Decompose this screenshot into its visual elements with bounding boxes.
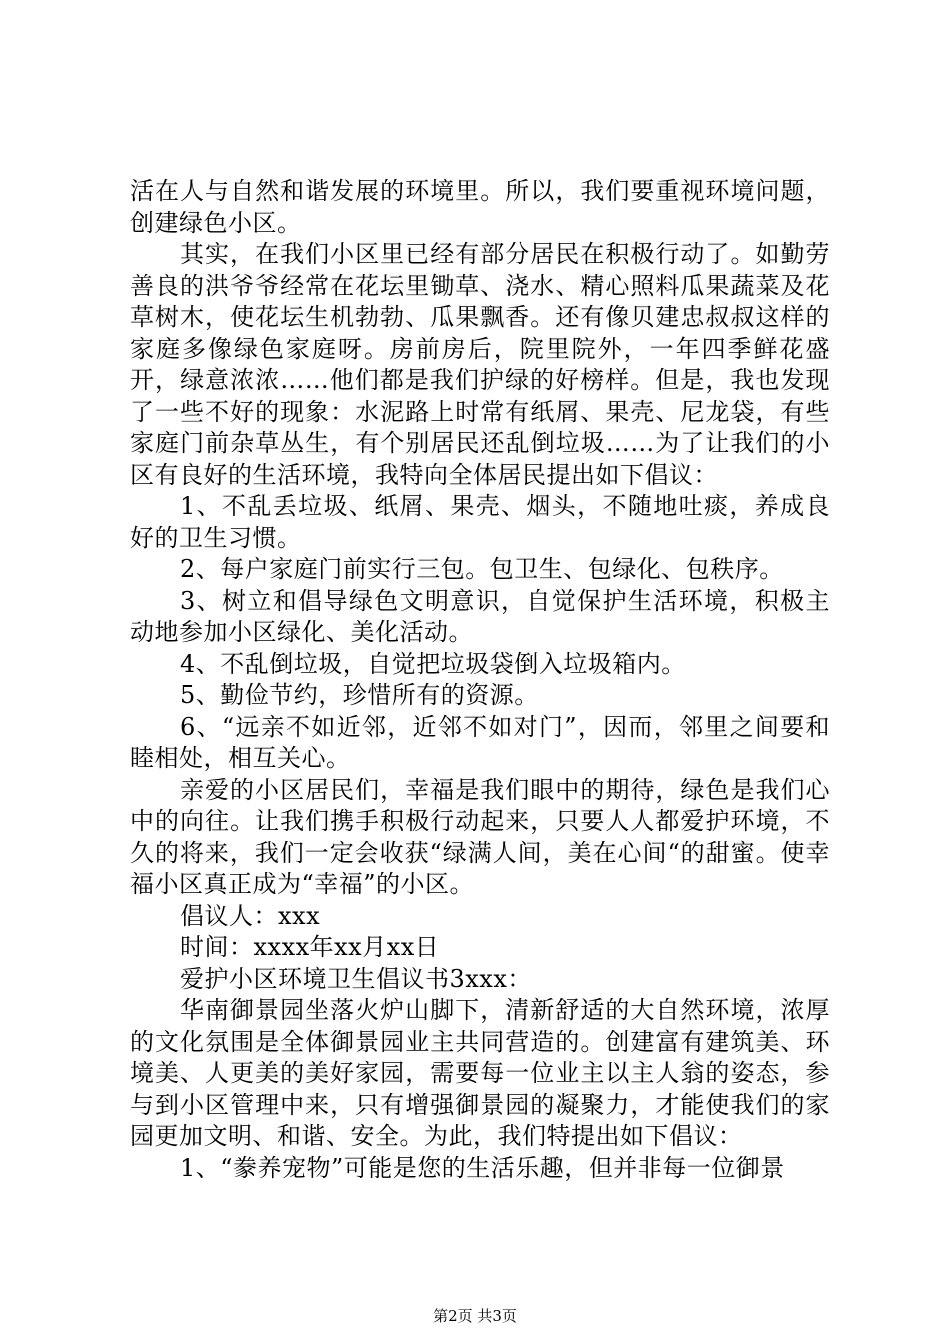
proposal-item-6: 6、“远亲不如近邻，近邻不如对门”，因而，邻里之间要和睦相处，相互关心。 bbox=[130, 712, 830, 772]
proposal-item-4: 4、不乱倒垃圾，自觉把垃圾袋倒入垃圾箱内。 bbox=[180, 649, 686, 678]
proposal-2-item-1: 1、“豢养宠物”可能是您的生活乐趣，但并非每一位御景 bbox=[180, 1153, 785, 1182]
proposal-item-1: 1、不乱丢垃圾、纸屑、果壳、烟头，不随地吐痰，养成良好的卫生习惯。 bbox=[130, 492, 830, 552]
paragraph-2: 其实，在我们小区里已经有部分居民在积极行动了。如勤劳善良的洪爷爷经常在花坛里锄草、浇水、精心照料瓜果蔬菜及花草树木，使花坛生机勃勃、瓜果飘香。还有像贝建忠叔叔这样的家庭多像绿色家庭呀。房前房后，院里院外，一年四季鲜花盛开，绿意浓浓……他们都是我们护绿的好榜样。但是，我也发现了一些不好的现象：水泥路上时常有纸屑、果壳、尼龙袋，有些家庭门前杂草丛生，有个别居民还乱倒垃圾……为了让我们的小区有良好的生活环境，我特向全体居民提出如下倡议： bbox=[130, 240, 830, 489]
paragraph-intro-2: 华南御景园坐落火炉山脚下，清新舒适的大自然环境，浓厚的文化氛围是全体御景园业主共同营造的。创建富有建筑美、环境美、人更美的美好家园，需要每一位业主以主人翁的姿态，参与到小区管理中来，只有增强御景园的凝聚力，才能使我们的家园更加文明、和谐、安全。为此，我们特提出如下倡议： bbox=[130, 996, 830, 1150]
proposer-line: 倡议人：xxx bbox=[180, 901, 321, 930]
proposal-item-3: 3、树立和倡导绿色文明意识，自觉保护生活环境，积极主动地参加小区绿化、美化活动。 bbox=[130, 586, 830, 646]
proposal-item-5: 5、勤俭节约，珍惜所有的资源。 bbox=[180, 681, 539, 709]
closing-paragraph: 亲爱的小区居民们，幸福是我们眼中的期待，绿色是我们心中的向往。让我们携手积极行动起来，只要人人都爱护环境，不久的将来，我们一定会收获“绿满人间，美在心间“的甜蜜。使幸福小区真正成为“幸福”的小区。 bbox=[130, 775, 830, 898]
paragraph-1: 活在人与自然和谐发展的环境里。所以，我们要重视环境问题，创建绿色小区。 bbox=[130, 177, 830, 237]
document-body bbox=[130, 176, 830, 1184]
proposal-item-2: 2、每户家庭门前实行三包。包卫生、包绿化、包秩序。 bbox=[180, 555, 784, 583]
page-footer: 第2页 共3页 bbox=[433, 1307, 517, 1325]
section-heading: 爱护小区环境卫生倡议书3xxx： bbox=[180, 964, 532, 993]
date-line: 时间：xxxx年xx月xx日 bbox=[180, 933, 440, 961]
